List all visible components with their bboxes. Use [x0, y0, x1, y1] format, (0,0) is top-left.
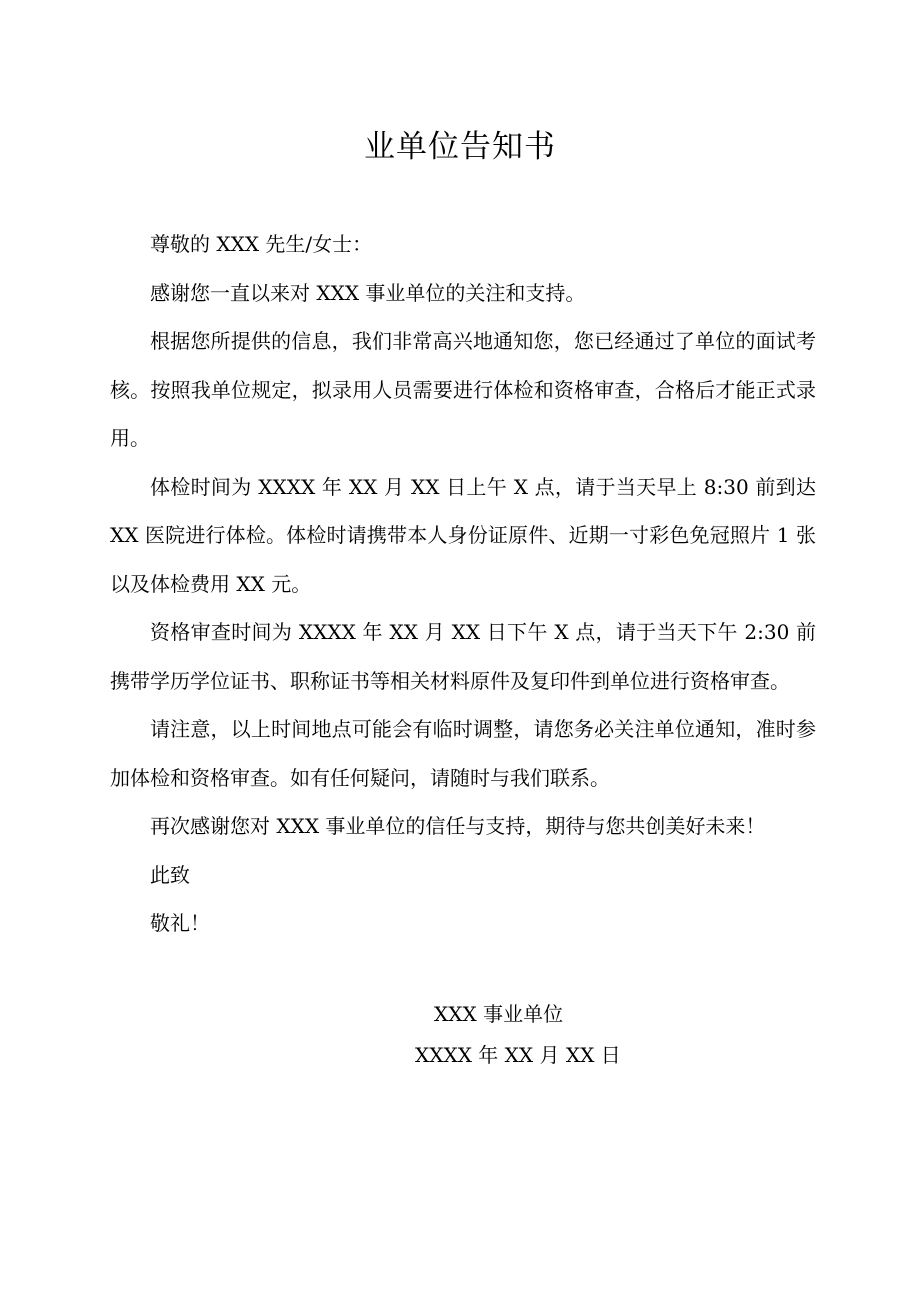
document-body [110, 220, 816, 948]
signature-date: XXXX 年 XX 月 XX 日 [415, 1043, 621, 1067]
closing-cizhi: 此致 [150, 862, 190, 887]
signature-block [0, 994, 920, 1076]
salutation: 尊敬的 XXX 先生/女士： [150, 232, 373, 256]
paragraph-qualification-review: 资格审查时间为 XXXX 年 XX 月 XX 日下午 X 点，请于当天下午 2:30 前携带学历学位证书、职称证书等相关材料原件及复印件到单位进行资格审查。 [110, 620, 816, 693]
signature-organization: XXX 事业单位 [434, 1002, 564, 1026]
closing-jingli: 敬礼！ [150, 911, 210, 935]
paragraph-notice: 根据您所提供的信息，我们非常高兴地通知您，您已经通过了单位的面试考核。按照我单位规定，拟录用人员需要进行体检和资格审查，合格后才能正式录用。 [110, 329, 816, 450]
document-title: 业单位告知书 [364, 129, 556, 165]
paragraph-attention: 请注意，以上时间地点可能会有临时调整，请您务必关注单位通知，准时参加体检和资格审查。如有任何疑问，请随时与我们联系。 [110, 717, 816, 790]
paragraph-thanks: 感谢您一直以来对 XXX 事业单位的关注和支持。 [150, 280, 586, 305]
paragraph-medical-exam: 体检时间为 XXXX 年 XX 月 XX 日上午 X 点，请于当天早上 8:30 前到达 XX 医院进行体检。体检时请携带本人身份证原件、近期一寸彩色免冠照片 1 张以及体检费用 XX 元。 [110, 474, 816, 596]
paragraph-final-thanks: 再次感谢您对 XXX 事业单位的信任与支持，期待与您共创美好未来！ [150, 814, 766, 838]
